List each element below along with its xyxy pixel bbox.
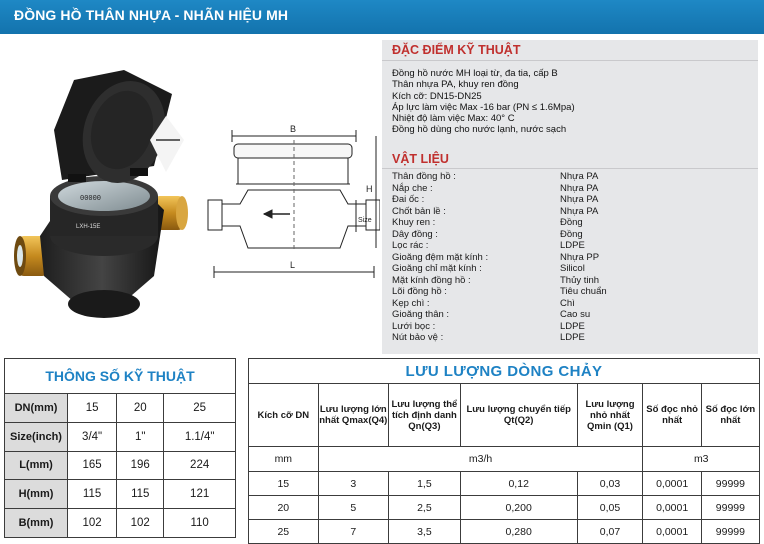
material-name: Nắp che : [392,182,433,194]
product-photo [4,40,206,354]
table-cell: 0,0001 [643,520,701,544]
table-row [249,520,760,544]
material-value: Silicol [560,263,585,274]
materials-rule [382,168,758,169]
table-cell: 99999 [701,472,759,496]
features-rule [382,60,758,61]
material-name: Đai ốc : [392,194,425,205]
table-cell: 102 [117,509,164,538]
feature-list [392,68,575,136]
column-header: Lưu lượng lớn nhất Qmax(Q4) [318,384,388,447]
material-row [392,217,752,228]
unit-cell: mm [249,447,319,472]
table-cell: 115 [117,480,164,509]
row-header: DN(mm) [5,394,68,423]
material-value: Thủy tinh [560,274,600,286]
column-header: Lưu lượng chuyển tiếp Qt(Q2) [460,384,577,447]
table-cell: 0,280 [460,520,577,544]
table-cell: 20 [249,496,319,520]
material-row [392,298,752,309]
table-cell: 3/4" [68,422,117,451]
meter-outline-drawing [206,40,380,354]
material-name: Mặt kính đồng hồ : [392,274,471,286]
page-title: ĐỒNG HỒ THÂN NHỰA - NHÃN HIỆU MH [14,7,289,23]
table-row [5,422,236,451]
table-cell: 15 [249,472,319,496]
dial-model: LXH-15E [76,224,101,230]
dim-h-label: H [366,184,373,194]
feature-item: Đồng hồ dùng cho nước lạnh, nước sạch [392,124,567,136]
table-row [249,472,760,496]
material-name: Kẹp chì : [392,297,430,309]
tech-spec-title: THÔNG SỐ KỸ THUẬT [5,359,236,394]
features-title: ĐẶC ĐIỂM KỸ THUẬT [392,43,521,57]
flow-table [248,358,760,544]
unit-cell: m3/h [318,447,643,472]
material-row [392,240,752,251]
table-row [5,394,236,423]
material-name: Gioăng chỉ mặt kính : [392,263,482,274]
column-header: Số đọc lớn nhất [701,384,759,447]
feature-item: Thân nhựa PA, khuy ren đồng [392,79,519,91]
material-value: LDPE [560,332,585,343]
column-header: Số đọc nhỏ nhất [643,384,701,447]
table-cell: 7 [318,520,388,544]
table-cell: 15 [68,394,117,423]
dim-size-label: Size [358,217,372,224]
row-header: Size(inch) [5,422,68,451]
material-value: Nhựa PA [560,194,599,205]
spec-panel [382,40,758,354]
column-header: Lưu lượng nhỏ nhất Qmin (Q1) [577,384,643,447]
dial-reading: 00000 [80,195,102,203]
table-cell: 20 [117,394,164,423]
flow-title: LƯU LƯỢNG DÒNG CHẢY [249,359,760,384]
materials-title: VẬT LIỆU [392,152,449,166]
table-cell: 0,05 [577,496,643,520]
material-value: Đồng [560,217,583,228]
table-row [5,480,236,509]
table-cell: 196 [117,451,164,480]
material-row [392,183,752,194]
table-row [5,451,236,480]
tech-spec-table [4,358,236,538]
material-row [392,252,752,263]
technical-drawing [206,40,380,354]
material-row [392,275,752,286]
table-cell: 25 [249,520,319,544]
row-header: H(mm) [5,480,68,509]
material-row [392,194,752,205]
material-row [392,332,752,343]
material-name: Thân đồng hồ : [392,171,456,182]
table-cell: 224 [164,451,236,480]
material-value: Nhựa PA [560,205,599,217]
material-name: Chốt bản lề : [392,205,446,217]
feature-item: Áp lực làm việc Max -16 bar (PN ≤ 1.6Mpa) [392,101,575,113]
table-cell: 2,5 [388,496,460,520]
material-name: Gioăng thân : [392,309,450,320]
table-cell: 99999 [701,496,759,520]
feature-item: Nhiệt độ làm việc Max: 40° C [392,113,515,125]
feature-item: Kích cỡ: DN15-DN25 [392,90,482,102]
material-row [392,229,752,240]
material-row [392,286,752,297]
material-row [392,309,752,320]
material-row [392,171,752,182]
material-name: Lọc rác : [392,240,429,251]
material-name: Gioăng đệm mặt kính : [392,251,489,263]
material-name: Dây đồng : [392,228,438,240]
material-value: Nhựa PA [560,171,599,182]
unit-cell: m3 [643,447,760,472]
table-cell: 165 [68,451,117,480]
material-value: LDPE [560,240,585,251]
material-value: LDPE [560,320,585,332]
table-cell: 121 [164,480,236,509]
table-row [5,509,236,538]
material-name: Khuy ren : [392,217,436,228]
table-cell: 110 [164,509,236,538]
table-cell: 0,0001 [643,472,701,496]
material-value: Nhựa PA [560,182,599,194]
material-value: Nhựa PP [560,251,600,263]
row-header: B(mm) [5,509,68,538]
row-header: L(mm) [5,451,68,480]
table-cell: 0,12 [460,472,577,496]
material-value: Tiêu chuẩn [560,286,607,297]
table-cell: 102 [68,509,117,538]
table-cell: 0,0001 [643,496,701,520]
dim-b-label: B [290,124,297,134]
table-cell: 0,200 [460,496,577,520]
table-header-row [249,384,760,447]
table-row [249,496,760,520]
header-banner [0,0,764,34]
material-value: Chì [560,297,575,309]
table-cell: 25 [164,394,236,423]
material-row [392,321,752,332]
material-row [392,206,752,217]
table-cell: 5 [318,496,388,520]
material-name: Lõi đồng hồ : [392,286,447,297]
material-row [392,263,752,274]
material-name: Lưới bọc : [392,320,436,332]
water-meter-illustration [4,40,206,354]
unit-row [249,447,760,472]
table-cell: 3 [318,472,388,496]
table-cell: 99999 [701,520,759,544]
table-cell: 1" [117,422,164,451]
dim-l-label: L [290,260,296,270]
table-cell: 1,5 [388,472,460,496]
material-name: Nút bảo vệ : [392,332,444,343]
table-cell: 0,07 [577,520,643,544]
table-cell: 3,5 [388,520,460,544]
table-cell: 1.1/4" [164,422,236,451]
column-header: Kích cỡ DN [249,384,319,447]
material-value: Đồng [560,228,583,240]
feature-item: Đồng hồ nước MH loại từ, đa tia, cấp B [392,68,558,79]
table-cell: 0,03 [577,472,643,496]
material-value: Cao su [560,309,591,320]
table-cell: 115 [68,480,117,509]
column-header: Lưu lượng thể tích định danh Qn(Q3) [388,384,460,447]
